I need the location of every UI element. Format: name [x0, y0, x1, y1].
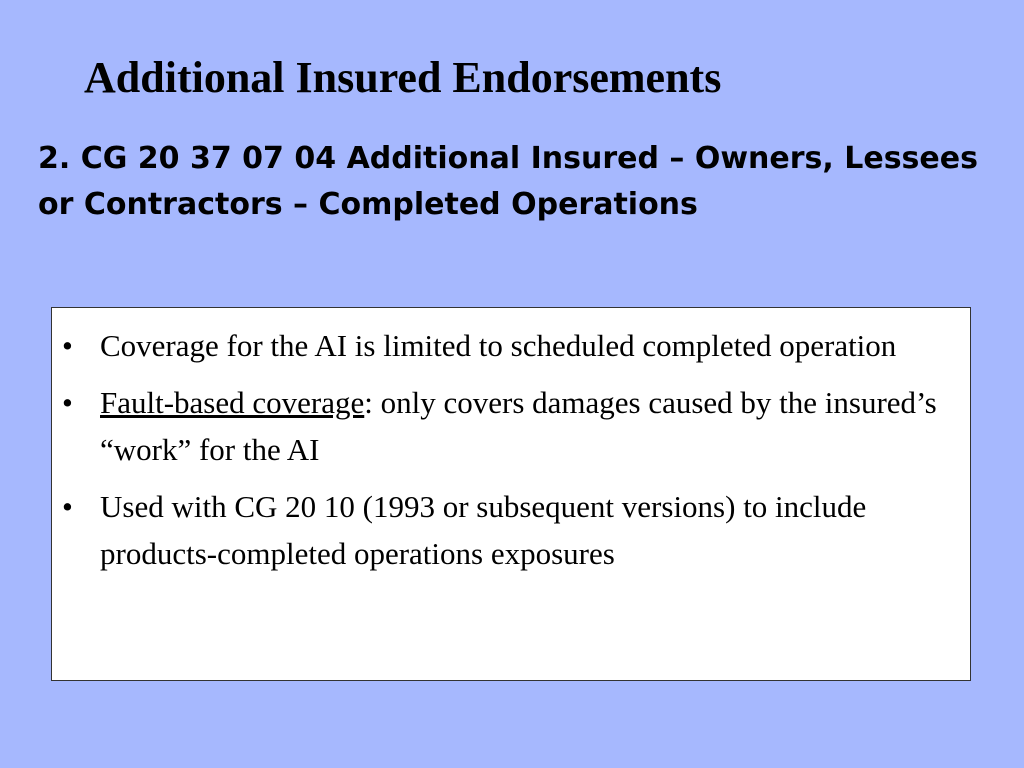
bullet-list [52, 308, 970, 577]
content-box [51, 307, 971, 681]
bullet-icon: • [62, 385, 73, 420]
bullet-item [52, 379, 970, 473]
bullet-text: Used with CG 20 10 (1993 or subsequent versions) to include products-completed operations exposures [100, 489, 867, 571]
bullet-text: Coverage for the AI is limited to scheduled completed operation [100, 328, 897, 363]
slide-subtitle: 2. CG 20 37 07 04 Additional Insured – Owners, Lessees or Contractors – Completed Operations [38, 141, 978, 222]
bullet-icon: • [62, 328, 73, 363]
bullet-item [52, 483, 970, 577]
slide-title: Additional Insured Endorsements [84, 53, 722, 102]
bullet-item [52, 322, 970, 369]
bullet-icon: • [62, 489, 73, 524]
bullet-text: : only covers damages caused by the insured’s “work” for the AI [100, 385, 937, 467]
bullet-underlined-term: Fault-based coverage [100, 385, 365, 420]
